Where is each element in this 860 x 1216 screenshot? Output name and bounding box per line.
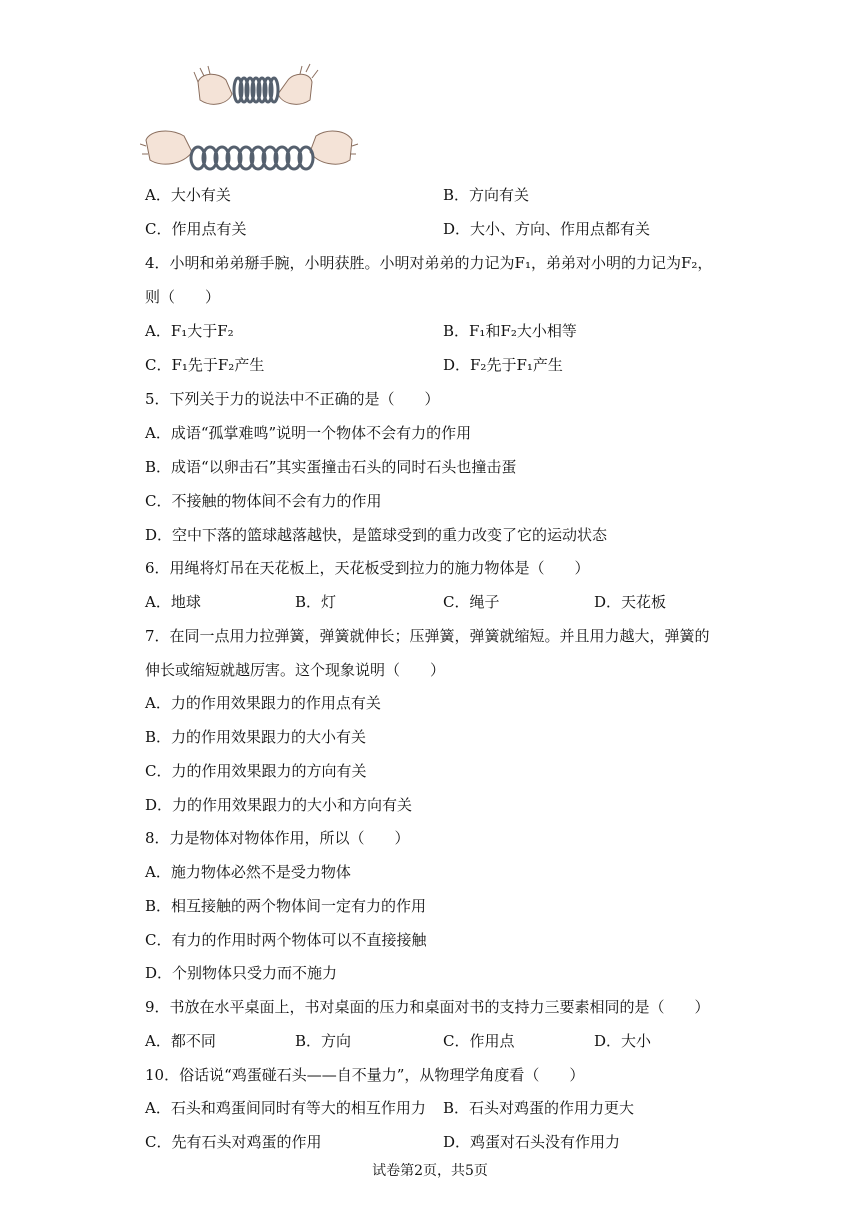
q4-stem-cont: 则（ ） bbox=[145, 288, 221, 306]
q4-option-d: D．F₂先于F₁产生 bbox=[443, 356, 563, 374]
q6-stem: 6．用绳将灯吊在天花板上，天花板受到拉力的施力物体是（ ） bbox=[145, 559, 590, 577]
q6-option-a: A．地球 bbox=[145, 593, 201, 611]
q7-option-b: B．力的作用效果跟力的大小有关 bbox=[145, 728, 367, 746]
q3-option-a: A．大小有关 bbox=[145, 186, 231, 204]
stretched-spring-illustration bbox=[140, 131, 358, 169]
q7-option-d: D．力的作用效果跟力的大小和方向有关 bbox=[145, 796, 413, 814]
q10-option-c: C．先有石头对鸡蛋的作用 bbox=[145, 1133, 322, 1151]
q6-option-c: C．绳子 bbox=[443, 593, 500, 611]
q9-stem: 9．书放在水平桌面上，书对桌面的压力和桌面对书的支持力三要素相同的是（ ） bbox=[145, 998, 710, 1016]
q10-option-a: A．石头和鸡蛋间同时有等大的相互作用力 bbox=[145, 1099, 426, 1117]
q8-option-b: B．相互接触的两个物体间一定有力的作用 bbox=[145, 897, 427, 915]
q7-stem-cont: 伸长或缩短就越厉害。这个现象说明（ ） bbox=[145, 661, 446, 679]
q5-option-a: A．成语“孤掌难鸣”说明一个物体不会有力的作用 bbox=[145, 424, 472, 442]
q6-option-b: B．灯 bbox=[295, 593, 337, 611]
q4-stem: 4．小明和弟弟掰手腕，小明获胜。小明对弟弟的力记为F₁，弟弟对小明的力记为F₂， bbox=[145, 254, 713, 272]
q5-option-b: B．成语“以卵击石”其实蛋撞击石头的同时石头也撞击蛋 bbox=[145, 458, 517, 476]
q4-option-a: A．F₁大于F₂ bbox=[145, 322, 234, 340]
q8-stem: 8．力是物体对物体作用，所以（ ） bbox=[145, 829, 410, 847]
q4-option-c: C．F₁先于F₂产生 bbox=[145, 356, 265, 374]
q10-option-b: B．石头对鸡蛋的作用力更大 bbox=[443, 1099, 635, 1117]
q8-option-c: C．有力的作用时两个物体可以不直接接触 bbox=[145, 931, 427, 949]
q9-option-b: B．方向 bbox=[295, 1032, 352, 1050]
q5-stem: 5．下列关于力的说法中不正确的是（ ） bbox=[145, 390, 440, 408]
q9-option-d: D．大小 bbox=[594, 1032, 652, 1050]
q4-option-b: B．F₁和F₂大小相等 bbox=[443, 322, 577, 340]
page-footer: 试卷第2页，共5页 bbox=[372, 1163, 488, 1179]
q8-option-a: A．施力物体必然不是受力物体 bbox=[145, 863, 351, 881]
spring-figure bbox=[140, 60, 360, 180]
q7-stem: 7．在同一点用力拉弹簧，弹簧就伸长；压弹簧，弹簧就缩短。并且用力越大，弹簧的 bbox=[145, 627, 710, 645]
q8-option-d: D．个别物体只受力而不施力 bbox=[145, 964, 338, 982]
q3-option-c: C．作用点有关 bbox=[145, 220, 247, 238]
q9-option-c: C．作用点 bbox=[443, 1032, 515, 1050]
q10-stem: 10．俗话说“鸡蛋碰石头——自不量力”，从物理学角度看（ ） bbox=[145, 1066, 585, 1084]
q3-option-d: D．大小、方向、作用点都有关 bbox=[443, 220, 651, 238]
q9-option-a: A．都不同 bbox=[145, 1032, 216, 1050]
q5-option-d: D．空中下落的篮球越落越快，是篮球受到的重力改变了它的运动状态 bbox=[145, 526, 608, 544]
q3-option-b: B．方向有关 bbox=[443, 186, 530, 204]
q10-option-d: D．鸡蛋对石头没有作用力 bbox=[443, 1133, 621, 1151]
q7-option-a: A．力的作用效果跟力的作用点有关 bbox=[145, 694, 381, 712]
q6-option-d: D．天花板 bbox=[594, 593, 667, 611]
compressed-spring-illustration bbox=[194, 64, 318, 104]
q7-option-c: C．力的作用效果跟力的方向有关 bbox=[145, 762, 367, 780]
q5-option-c: C．不接触的物体间不会有力的作用 bbox=[145, 492, 382, 510]
